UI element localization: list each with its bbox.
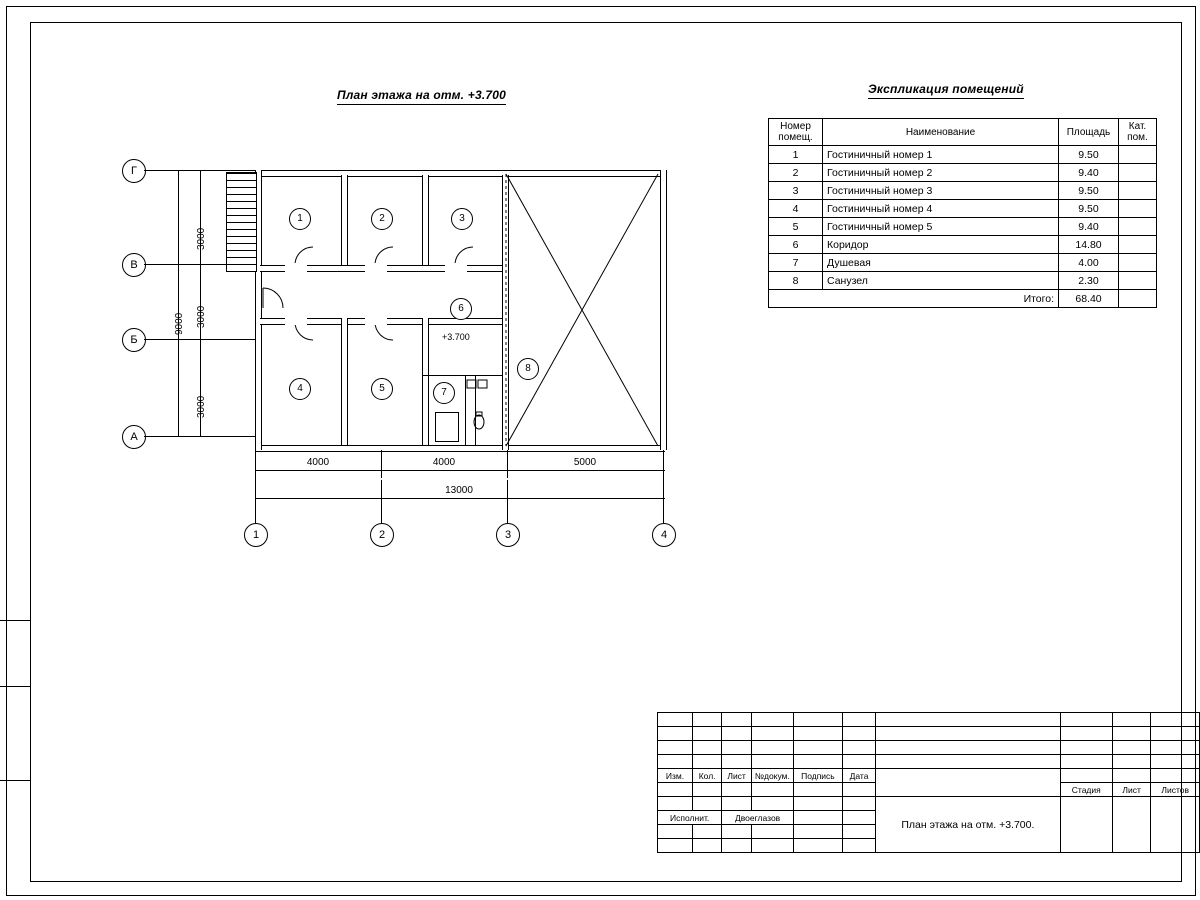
room-marker-6: 6 xyxy=(450,298,472,320)
cell-kat xyxy=(1119,236,1157,254)
cell-kat xyxy=(1119,146,1157,164)
table-row xyxy=(769,182,1157,200)
stamp-cell xyxy=(1060,713,1112,727)
axis-marker-4: 4 xyxy=(652,523,676,547)
axis-marker-B: Б xyxy=(122,328,146,352)
stamp-title-spacer xyxy=(876,769,1061,797)
stamp-cell xyxy=(793,727,842,741)
stamp-col-list: Лист xyxy=(722,769,752,783)
stamp-cell xyxy=(692,839,721,853)
shower-tray xyxy=(435,412,459,442)
cell-name: Коридор xyxy=(823,236,1059,254)
room-marker-4: 4 xyxy=(289,378,311,400)
cell-number: 1 xyxy=(769,146,823,164)
stamp-cell xyxy=(793,713,842,727)
stamp-cell xyxy=(1112,727,1151,741)
stamp-cell xyxy=(842,741,875,755)
total-area: 68.40 xyxy=(1059,290,1119,308)
stamp-cell xyxy=(722,783,752,797)
table-row xyxy=(769,200,1157,218)
stamp-cell xyxy=(842,811,875,825)
level-mark-label: +3.700 xyxy=(442,332,470,342)
stamp-cell xyxy=(793,797,842,811)
cell-kat xyxy=(1119,272,1157,290)
stamp-cell xyxy=(658,797,693,811)
cell-area: 9.40 xyxy=(1059,164,1119,182)
cell-kat xyxy=(1119,218,1157,236)
cell-name: Гостиничный номер 4 xyxy=(823,200,1059,218)
axis-marker-A: А xyxy=(122,425,146,449)
stamp-header-row xyxy=(658,769,1200,783)
cell-number: 2 xyxy=(769,164,823,182)
total-kat xyxy=(1119,290,1157,308)
stamp-sheet-title: План этажа на отм. +3.700. xyxy=(876,797,1061,853)
stamp-cell xyxy=(658,713,693,727)
sanitary-fixtures xyxy=(466,378,500,443)
cell-area: 9.50 xyxy=(1059,200,1119,218)
sheet-left-strip-lower xyxy=(0,685,31,781)
stamp-cell xyxy=(751,727,793,741)
door-gap-2 xyxy=(365,263,387,272)
stamp-cell xyxy=(722,727,752,741)
stamp-cell xyxy=(842,783,875,797)
axis-line-A xyxy=(144,436,255,437)
table-row xyxy=(769,236,1157,254)
stamp-label-lists: Листов xyxy=(1151,783,1200,797)
stamp-cell xyxy=(842,797,875,811)
axis-marker-2: 2 xyxy=(370,523,394,547)
room-marker-8: 8 xyxy=(517,358,539,380)
table-total-row xyxy=(769,290,1157,308)
axis-stem-4 xyxy=(663,505,664,523)
header-area: Площадь xyxy=(1059,119,1119,146)
explication-table xyxy=(768,118,1157,308)
stamp-cell xyxy=(692,727,721,741)
dim-tick-1 xyxy=(255,450,256,505)
door-gap-1 xyxy=(285,263,307,272)
stamp-cell xyxy=(842,755,875,769)
axis-stem-1 xyxy=(255,505,256,523)
stamp-cell xyxy=(793,839,842,853)
header-number-line1: Номер xyxy=(780,121,811,132)
dim-left-3000-c: 3000 xyxy=(196,395,207,418)
cell-name: Гостиничный номер 5 xyxy=(823,218,1059,236)
dim-tick-4 xyxy=(663,450,664,505)
stamp-cell xyxy=(1112,797,1151,853)
cell-area: 2.30 xyxy=(1059,272,1119,290)
stamp-cell xyxy=(842,713,875,727)
stamp-cell xyxy=(751,797,793,811)
stamp-cell xyxy=(722,741,752,755)
door-gap-5 xyxy=(365,316,387,325)
stamp-col-data: Дата xyxy=(842,769,875,783)
stamp-row-blank xyxy=(658,741,1200,755)
dim-left-3000-a: 3000 xyxy=(196,227,207,250)
stair-hatch xyxy=(226,172,257,272)
header-kat xyxy=(1119,119,1157,146)
axis-stem-2 xyxy=(381,480,382,523)
stamp-executor-name: Двоеглазов xyxy=(722,811,794,825)
stamp-cell xyxy=(751,783,793,797)
stamp-cell xyxy=(692,825,721,839)
stamp-executor-label: Исполнит. xyxy=(658,811,722,825)
stamp-label-stage: Стадия xyxy=(1060,783,1112,797)
cell-name: Гостиничный номер 2 xyxy=(823,164,1059,182)
header-number-line2: помещ. xyxy=(778,132,813,143)
cell-kat xyxy=(1119,254,1157,272)
stamp-cell xyxy=(692,741,721,755)
stamp-cell xyxy=(793,825,842,839)
dim-bottom-total: 13000 xyxy=(445,485,473,496)
stamp-cell xyxy=(1151,797,1200,853)
dim-left-3000-b: 3000 xyxy=(196,305,207,328)
dim-line-left-outer xyxy=(178,170,179,436)
stamp-cell xyxy=(722,755,752,769)
dim-bottom-4000-b: 4000 xyxy=(432,457,456,468)
stamp-cell xyxy=(793,741,842,755)
stamp-cell xyxy=(658,839,693,853)
stamp-cell xyxy=(722,839,752,853)
stamp-cell xyxy=(751,713,793,727)
stamp-cell xyxy=(842,839,875,853)
axis-marker-1: 1 xyxy=(244,523,268,547)
stamp-cell xyxy=(722,713,752,727)
stamp-cell xyxy=(1112,769,1151,783)
table-row xyxy=(769,146,1157,164)
room-marker-3: 3 xyxy=(451,208,473,230)
stamp-cell xyxy=(751,825,793,839)
stamp-cell xyxy=(793,783,842,797)
stamp-cell xyxy=(751,755,793,769)
cell-area: 4.00 xyxy=(1059,254,1119,272)
cell-name: Санузел xyxy=(823,272,1059,290)
axis-marker-G: Г xyxy=(122,159,146,183)
stamp-cell xyxy=(658,783,693,797)
axis-stem-3 xyxy=(507,480,508,523)
stamp-cell xyxy=(1151,769,1200,783)
stamp-cell xyxy=(793,811,842,825)
stamp-cell xyxy=(793,755,842,769)
stamp-cell xyxy=(692,713,721,727)
cell-number: 6 xyxy=(769,236,823,254)
cell-number: 7 xyxy=(769,254,823,272)
cell-number: 3 xyxy=(769,182,823,200)
stamp-cell xyxy=(692,783,721,797)
stamp-row-blank xyxy=(658,727,1200,741)
stamp-cell xyxy=(1112,755,1151,769)
header-name: Наименование xyxy=(823,119,1059,146)
stamp-cell xyxy=(1060,755,1112,769)
cell-area: 14.80 xyxy=(1059,236,1119,254)
cell-kat xyxy=(1119,182,1157,200)
stamp-cell xyxy=(658,741,693,755)
dim-left-total: 9000 xyxy=(174,312,185,335)
cell-kat xyxy=(1119,200,1157,218)
cell-number: 8 xyxy=(769,272,823,290)
stamp-cell xyxy=(876,727,1061,741)
stamp-cell xyxy=(692,797,721,811)
dim-line-bottom-inner xyxy=(255,470,665,471)
stamp-cell xyxy=(1151,741,1200,755)
axis-marker-V: В xyxy=(122,253,146,277)
stamp-cell xyxy=(1151,713,1200,727)
stamp-col-kol: Кол. xyxy=(692,769,721,783)
total-label: Итого: xyxy=(769,290,1059,308)
dim-line-bottom-outer xyxy=(255,498,665,499)
table-row xyxy=(769,164,1157,182)
stamp-cell xyxy=(1060,741,1112,755)
stamp-cell xyxy=(751,839,793,853)
stamp-cell xyxy=(876,741,1061,755)
stamp-cell xyxy=(658,755,693,769)
cell-number: 5 xyxy=(769,218,823,236)
stamp-row-blank xyxy=(658,797,1200,811)
cell-name: Душевая xyxy=(823,254,1059,272)
cell-area: 9.50 xyxy=(1059,146,1119,164)
stamp-cell xyxy=(1151,727,1200,741)
cell-area: 9.50 xyxy=(1059,182,1119,200)
stamp-col-ndok: №докум. xyxy=(751,769,793,783)
cell-kat xyxy=(1119,164,1157,182)
stamp-cell xyxy=(722,825,752,839)
dim-bottom-4000-a: 4000 xyxy=(306,457,330,468)
stamp-cell xyxy=(1060,769,1112,783)
stamp-cell xyxy=(722,797,752,811)
stamp-cell xyxy=(1112,741,1151,755)
dim-tick-3 xyxy=(507,450,508,478)
stamp-cell xyxy=(658,727,693,741)
stamp-cell xyxy=(876,713,1061,727)
door-gap-4 xyxy=(285,316,307,325)
sheet-left-strip-upper xyxy=(0,620,31,687)
floor-plan xyxy=(130,150,690,550)
room-marker-5: 5 xyxy=(371,378,393,400)
stamp-cell xyxy=(842,727,875,741)
header-kat-line2: пом. xyxy=(1127,132,1148,143)
room-marker-2: 2 xyxy=(371,208,393,230)
stamp-cell xyxy=(1060,727,1112,741)
title-block xyxy=(657,712,1200,853)
dim-tick-2 xyxy=(381,450,382,478)
door-gap-3 xyxy=(445,263,467,272)
cell-area: 9.40 xyxy=(1059,218,1119,236)
dim-bottom-5000: 5000 xyxy=(573,457,597,468)
stamp-cell xyxy=(842,825,875,839)
table-row xyxy=(769,254,1157,272)
stamp-row-blank xyxy=(658,755,1200,769)
room-marker-7: 7 xyxy=(433,382,455,404)
stamp-label-list: Лист xyxy=(1112,783,1151,797)
cell-number: 4 xyxy=(769,200,823,218)
stamp-cell xyxy=(876,755,1061,769)
stamp-col-izm: Изм. xyxy=(658,769,693,783)
table-row xyxy=(769,272,1157,290)
stamp-row-blank xyxy=(658,713,1200,727)
stamp-cell xyxy=(751,741,793,755)
stamp-cell xyxy=(692,755,721,769)
stamp-cell xyxy=(1060,797,1112,853)
table-header-row xyxy=(769,119,1157,146)
header-number xyxy=(769,119,823,146)
explication-title: Экспликация помещений xyxy=(868,82,1024,99)
stamp-cell xyxy=(658,825,693,839)
stamp-cell xyxy=(1151,755,1200,769)
table-row xyxy=(769,218,1157,236)
cell-name: Гостиничный номер 1 xyxy=(823,146,1059,164)
room-marker-1: 1 xyxy=(289,208,311,230)
plan-title: План этажа на отм. +3.700 xyxy=(337,88,506,105)
header-kat-line1: Кат. xyxy=(1128,121,1147,132)
stamp-cell xyxy=(1112,713,1151,727)
cell-name: Гостиничный номер 3 xyxy=(823,182,1059,200)
axis-marker-3: 3 xyxy=(496,523,520,547)
stamp-col-podpis: Подпись xyxy=(793,769,842,783)
